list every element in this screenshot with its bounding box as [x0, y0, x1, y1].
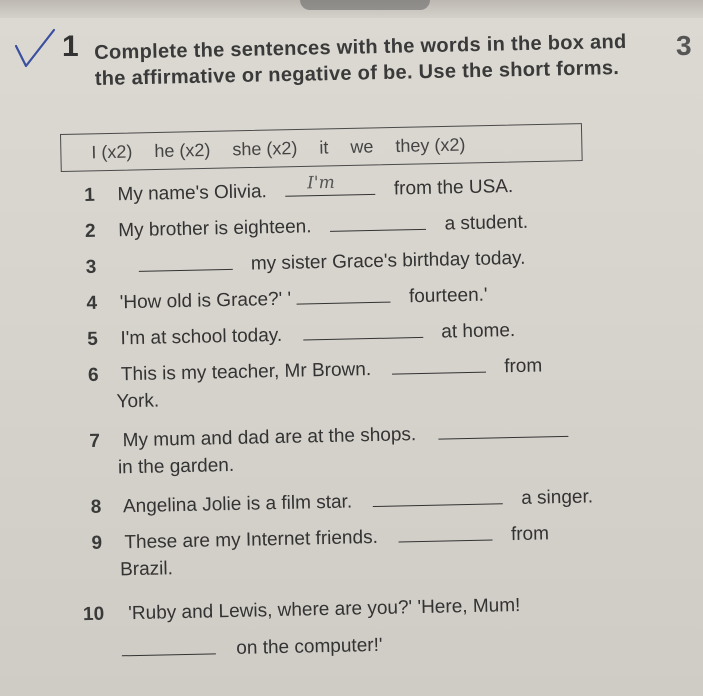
sentence-start: My mum and dad are at the shops. [122, 424, 417, 452]
sentence-list [82, 171, 684, 659]
item-number: 10 [82, 603, 105, 626]
sentence-item [89, 420, 569, 453]
sentence-end: fourteen.' [408, 284, 488, 308]
word-box-item: she (x2) [232, 137, 298, 159]
item-number: 3 [85, 256, 97, 278]
item-number: 6 [87, 364, 99, 386]
sentence-item [91, 522, 549, 555]
sentence-start: I'm at school today. [120, 324, 283, 350]
header-tab [300, 0, 430, 10]
answer-blank[interactable] [138, 253, 232, 272]
sentence-start: My name's Olivia. [117, 181, 268, 206]
sentence-continuation: Brazil. [119, 558, 174, 581]
answer-blank[interactable] [296, 286, 390, 305]
sentence-start: These are my Internet friends. [124, 526, 379, 554]
sentence-end: at home. [441, 320, 516, 343]
answer-blank[interactable] [398, 524, 492, 543]
exercise-instructions: Complete the sentences with the words in the box and the affirmative or negative of be. Use the short forms. [94, 30, 627, 90]
sentence-item [84, 172, 514, 207]
sentence-end: my sister Grace's birthday today. [250, 247, 526, 275]
sentence-end: a singer. [520, 486, 594, 509]
item-number: 2 [84, 220, 96, 242]
item-number: 1 [84, 184, 96, 206]
sentence-continuation: in the garden. [117, 454, 235, 479]
answer-blank[interactable] [122, 637, 216, 656]
sentence-item [86, 247, 526, 279]
item-number: 5 [87, 328, 99, 350]
item-number: 9 [91, 532, 103, 554]
side-page-number: 3 [676, 30, 692, 61]
word-box-item: I (x2) [91, 140, 133, 162]
sentence-item [86, 284, 488, 315]
page-header-strip [0, 0, 703, 18]
sentence-item [91, 485, 594, 519]
sentence-start: 'Ruby and Lewis, where are you?' 'Here, Mum! [128, 594, 521, 625]
checkmark-icon [14, 26, 58, 70]
sentence-end: from [510, 523, 550, 546]
item-number: 7 [89, 430, 101, 452]
sentence-start: My brother is eighteen. [118, 216, 312, 242]
answer-blank[interactable] [285, 172, 375, 197]
word-box-item: he (x2) [154, 139, 211, 161]
item-number: 8 [90, 496, 102, 518]
sentence-item [88, 354, 543, 387]
sentence-item [87, 319, 515, 351]
item-number: 4 [86, 292, 98, 314]
sentence-item-10-continuation [122, 634, 383, 662]
sentence-start: 'How old is Grace?' ' [119, 288, 292, 314]
sentence-start: This is my teacher, Mr Brown. [120, 359, 372, 386]
answer-blank[interactable] [391, 356, 485, 375]
answer-blank[interactable] [330, 213, 426, 232]
sentence-continuation: on the computer!' [236, 634, 383, 659]
sentence-continuation: York. [116, 390, 160, 413]
sentence-end: from [503, 355, 543, 378]
word-box-item: it [319, 136, 329, 158]
sentence-end: from the USA. [393, 176, 514, 200]
exercise-number: 1 [62, 30, 79, 63]
word-box-item: they (x2) [395, 134, 466, 156]
sentence-item [83, 595, 521, 626]
sentence-start: Angelina Jolie is a film star. [122, 491, 353, 518]
sentence-item [85, 211, 529, 243]
sentence-end: a student. [444, 211, 529, 235]
word-box-item: we [350, 135, 374, 157]
word-box [60, 123, 583, 172]
answer-blank[interactable] [439, 420, 569, 440]
filled-answer: I'm [306, 172, 335, 194]
answer-blank[interactable] [302, 321, 422, 341]
answer-blank[interactable] [372, 487, 502, 507]
